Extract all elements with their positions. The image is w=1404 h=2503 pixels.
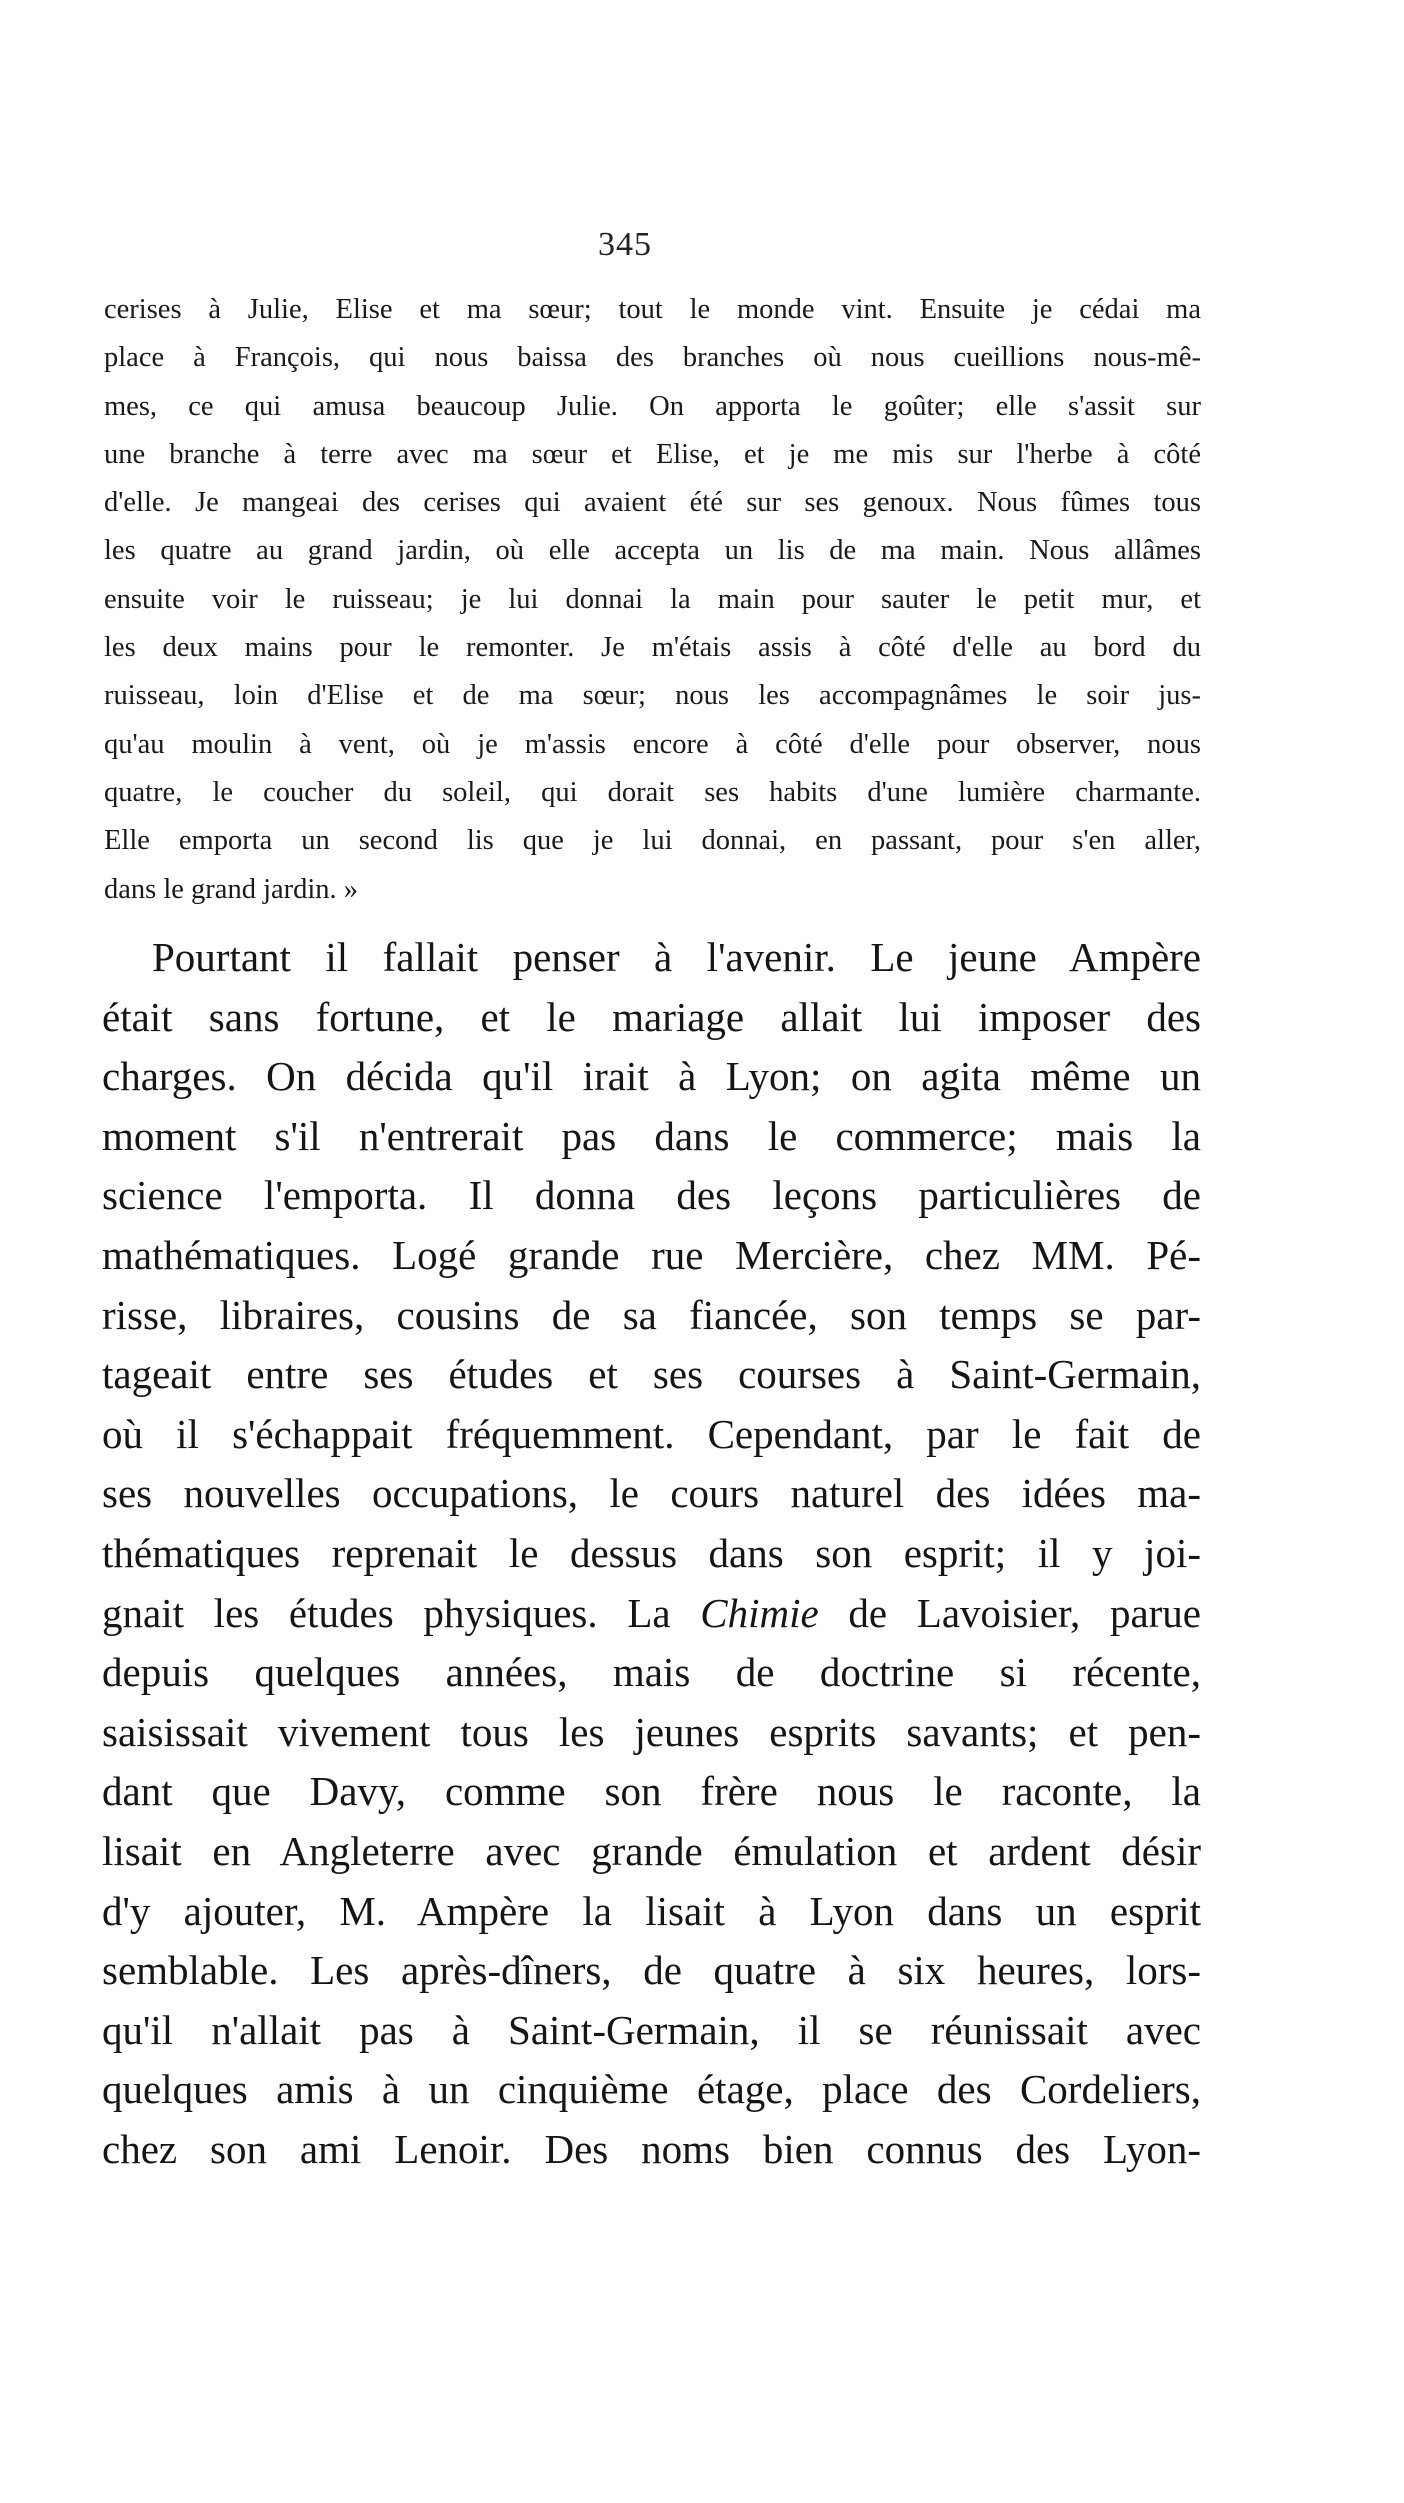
quote-line: une branche à terre avec ma sœur et Elise, et je me mis sur l'herbe à côté: [104, 438, 1201, 470]
quote-line: d'elle. Je mangeai des cerises qui avaient été sur ses genoux. Nous fûmes tous: [104, 487, 1201, 519]
quoted-passage: [104, 286, 1201, 914]
paragraph-line: moment s'il n'entrerait pas dans le commerce; mais la: [102, 1112, 1201, 1159]
paragraph-line: gnait les études physiques. La Chimie de Lavoisier, parue: [102, 1589, 1201, 1636]
quote-line: ruisseau, loin d'Elise et de ma sœur; nous les accompagnâmes le soir jus-: [104, 680, 1201, 712]
paragraph-line: saisissait vivement tous les jeunes esprits savants; et pen-: [102, 1708, 1201, 1755]
quote-line: dans le grand jardin. »: [104, 873, 359, 905]
paragraph-line: charges. On décida qu'il irait à Lyon; on agita même un: [102, 1053, 1201, 1100]
quote-line: cerises à Julie, Elise et ma sœur; tout le monde vint. Ensuite je cédai ma: [104, 294, 1201, 325]
quote-line: mes, ce qui amusa beaucoup Julie. On apporta le goûter; elle s'assit sur: [104, 390, 1201, 422]
paragraph-line: tageait entre ses études et ses courses à Saint-Germain,: [102, 1351, 1201, 1398]
quote-line: Elle emporta un second lis que je lui donnai, en passant, pour s'en aller,: [104, 825, 1201, 857]
paragraph-line: lisait en Angleterre avec grande émulation et ardent désir: [102, 1827, 1201, 1874]
quote-line: ensuite voir le ruisseau; je lui donnai la main pour sauter le petit mur, et: [104, 583, 1201, 615]
main-paragraph: [102, 928, 1201, 2179]
book-title-italic: Chimie: [700, 1589, 819, 1636]
paragraph-line: science l'emporta. Il donna des leçons particulières de: [102, 1172, 1201, 1219]
paragraph-line: thématiques reprenait le dessus dans son esprit; il y joi-: [102, 1529, 1201, 1576]
quote-line: les quatre au grand jardin, où elle accepta un lis de ma main. Nous allâmes: [104, 535, 1201, 567]
quote-line: place à François, qui nous baissa des branches où nous cueillions nous-mê-: [104, 342, 1201, 374]
paragraph-line: depuis quelques années, mais de doctrine si récente,: [102, 1649, 1201, 1696]
quote-line: quatre, le coucher du soleil, qui dorait ses habits d'une lumière charmante.: [104, 776, 1201, 808]
paragraph-line: chez son ami Lenoir. Des noms bien connus des Lyon-: [102, 2125, 1201, 2172]
paragraph-line: risse, libraires, cousins de sa fiancée, son temps se par-: [102, 1291, 1201, 1338]
paragraph-line: qu'il n'allait pas à Saint-Germain, il se réunissait avec: [102, 2006, 1201, 2053]
paragraph-line: était sans fortune, et le mariage allait lui imposer des: [102, 993, 1201, 1040]
page-number: 345: [598, 226, 652, 263]
paragraph-line: où il s'échappait fréquemment. Cependant, par le fait de: [102, 1410, 1201, 1457]
quote-line: qu'au moulin à vent, où je m'assis encore à côté d'elle pour observer, nous: [104, 728, 1201, 760]
paragraph-line: quelques amis à un cinquième étage, place des Cordeliers,: [102, 2066, 1201, 2113]
paragraph-line: dant que Davy, comme son frère nous le raconte, la: [102, 1768, 1201, 1815]
paragraph-line: mathématiques. Logé grande rue Mercière, chez MM. Pé-: [102, 1231, 1201, 1278]
paragraph-line: d'y ajouter, M. Ampère la lisait à Lyon dans un esprit: [102, 1887, 1201, 1934]
paragraph-line: semblable. Les après-dîners, de quatre à six heures, lors-: [102, 1947, 1201, 1994]
quote-line: les deux mains pour le remonter. Je m'étais assis à côté d'elle au bord du: [104, 632, 1201, 664]
paragraph-line: Pourtant il fallait penser à l'avenir. Le jeune Ampère: [152, 934, 1201, 980]
paragraph-line: ses nouvelles occupations, le cours naturel des idées ma-: [102, 1470, 1201, 1517]
